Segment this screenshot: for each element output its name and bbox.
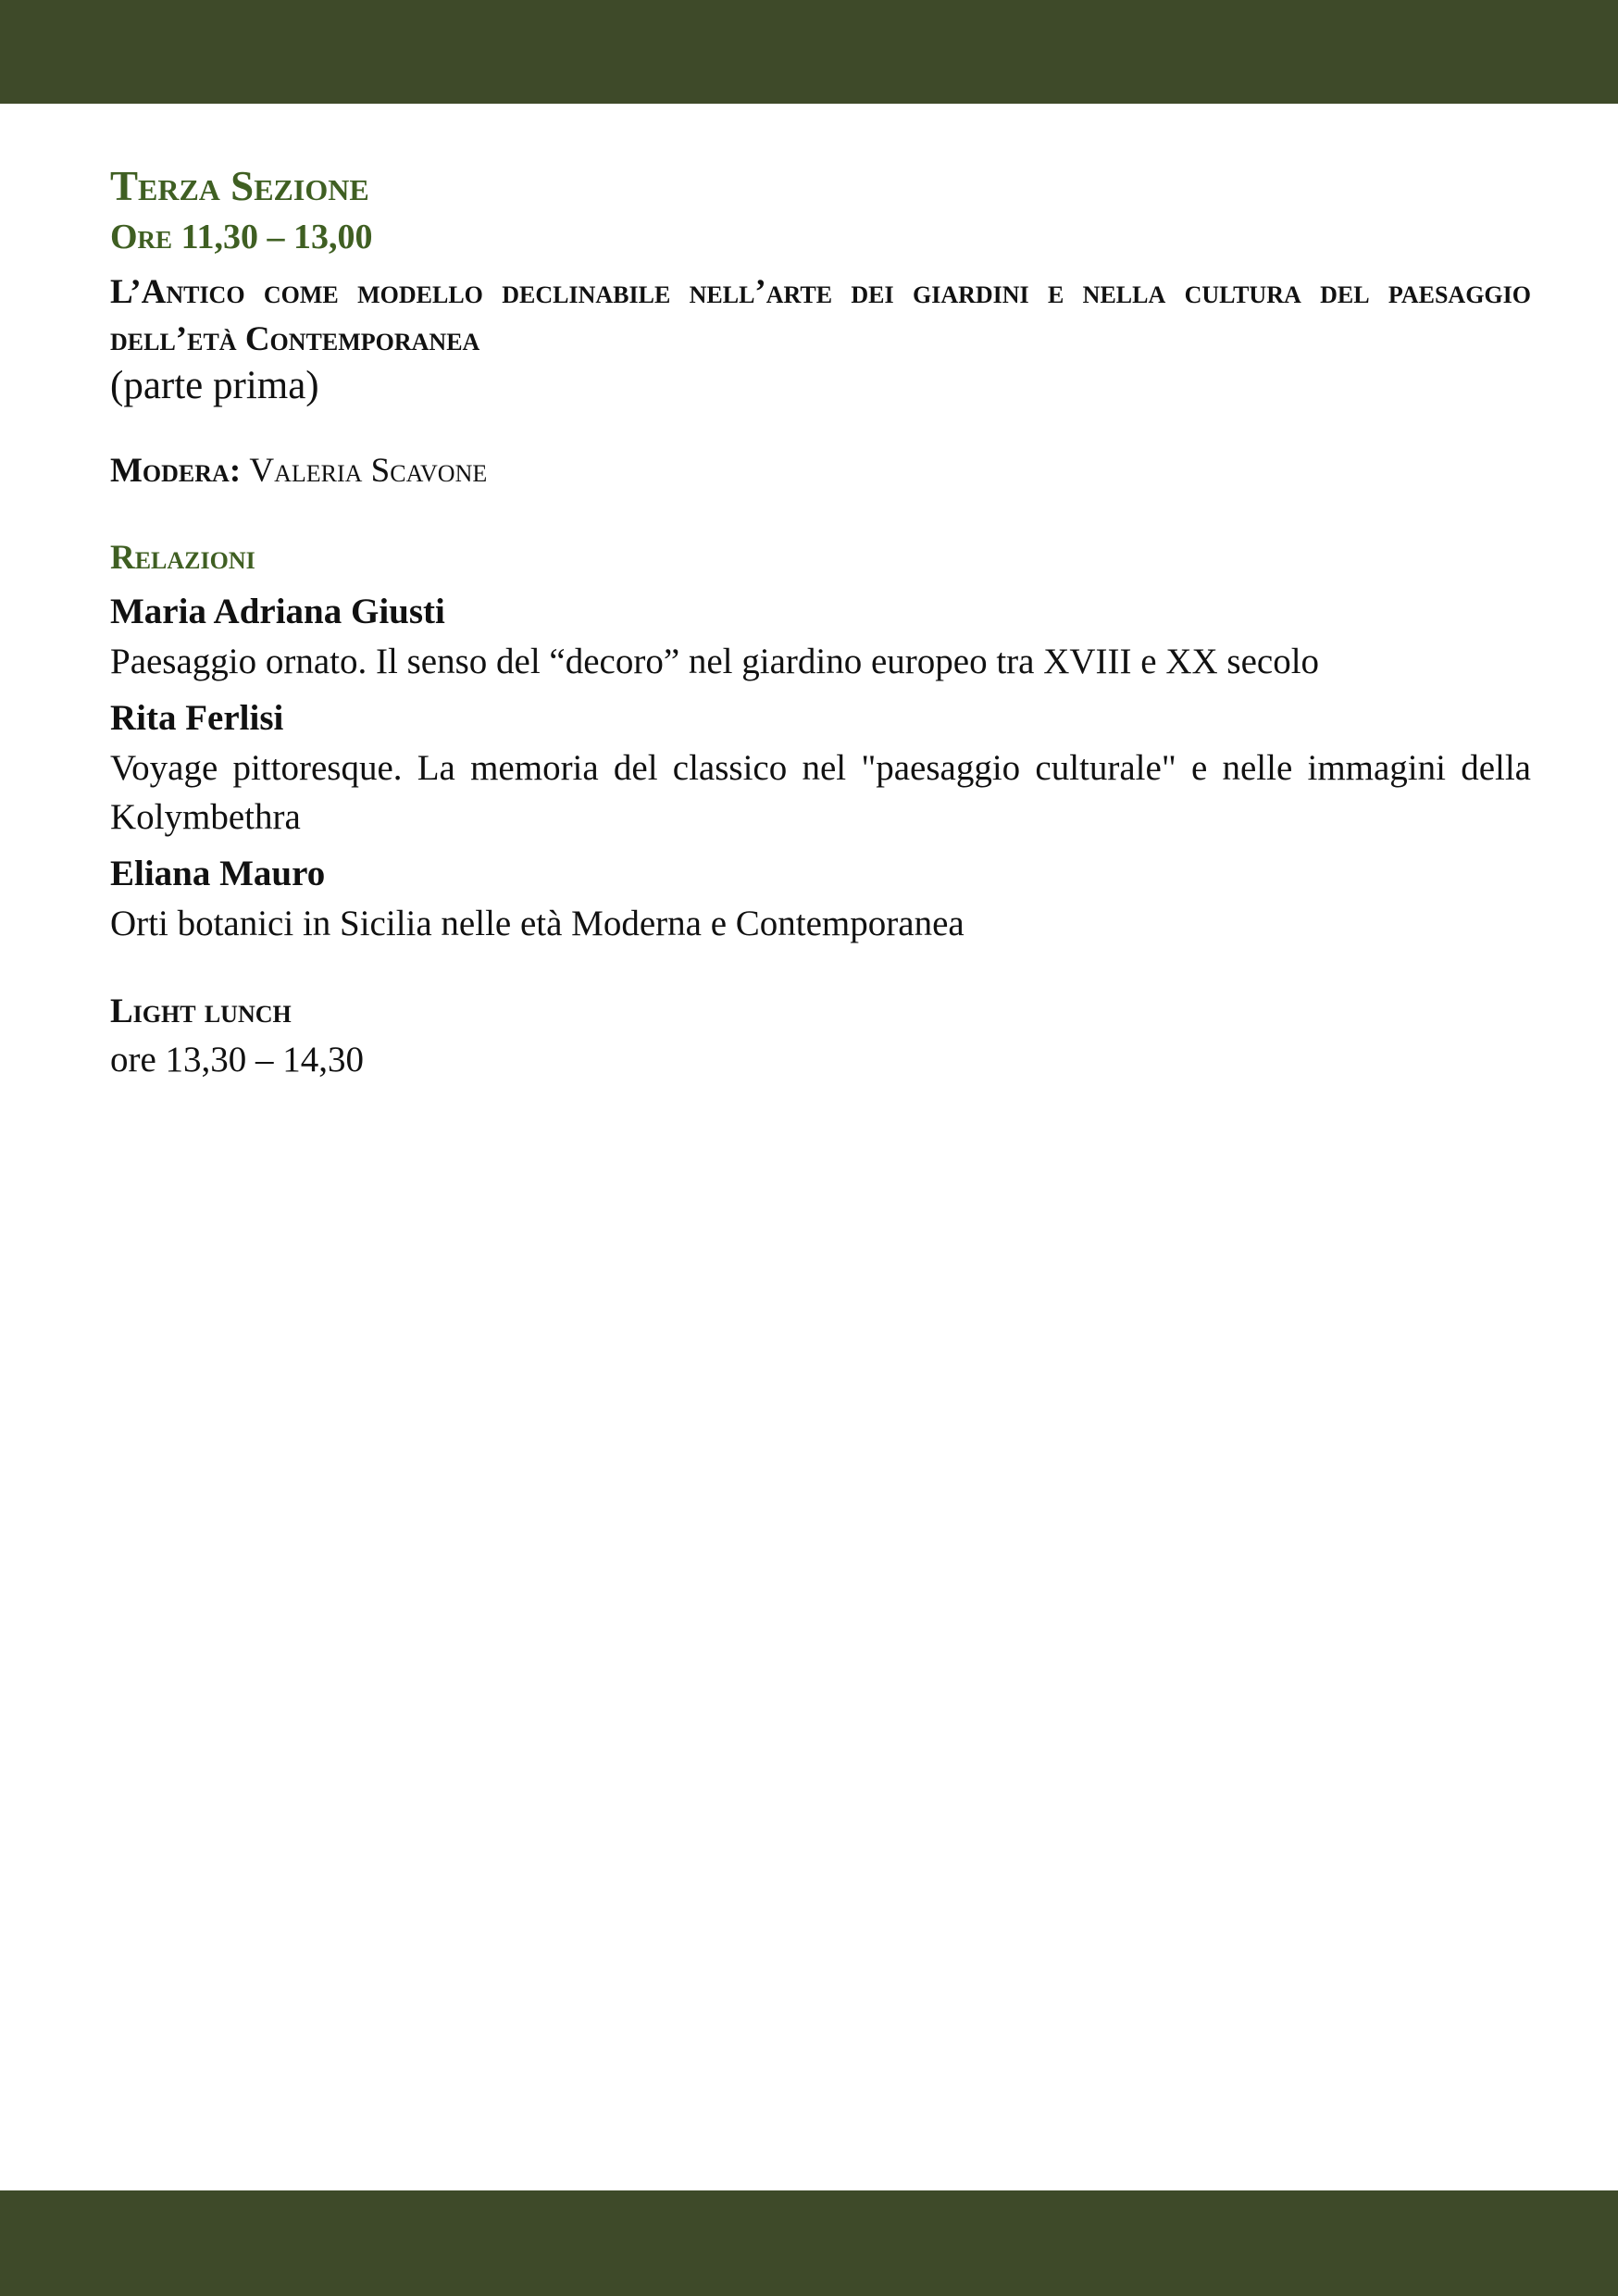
header-band <box>0 0 1618 104</box>
talk-title: Voyage pittoresque. La memoria del classico nel "paesaggio culturale" e nelle immagini della Kolymbethra <box>110 748 1531 837</box>
moderator-name: Valeria Scavone <box>249 452 488 490</box>
talk-title: Orti botanici in Sicilia nelle età Moderna e Contemporanea <box>110 904 965 943</box>
session-subtitle: (parte prima) <box>110 364 319 407</box>
speaker-name: Rita Ferlisi <box>110 698 284 738</box>
speaker-name: Maria Adriana Giusti <box>110 592 445 631</box>
lunch-time: ore 13,30 – 14,30 <box>110 1040 365 1079</box>
section-time: Ore 11,30 – 13,00 <box>110 218 373 256</box>
program-content <box>110 159 1531 1085</box>
talk-title: Paesaggio ornato. Il senso del “decoro” nel giardino europeo tra XVIII e XX secolo <box>110 642 1320 681</box>
speaker-name: Eliana Mauro <box>110 854 326 893</box>
moderator-label: Modera: <box>110 452 242 490</box>
relazioni-heading: Relazioni <box>110 539 255 577</box>
footer-band <box>0 2190 1618 2296</box>
lunch-heading: Light lunch <box>110 992 292 1030</box>
moderator-line <box>110 448 1531 494</box>
session-title: L’Antico come modello declinabile nell’arte dei giardini e nella cultura del paesaggio dell’età Contemporanea <box>110 273 1531 358</box>
section-title: Terza Sezione <box>110 163 369 209</box>
